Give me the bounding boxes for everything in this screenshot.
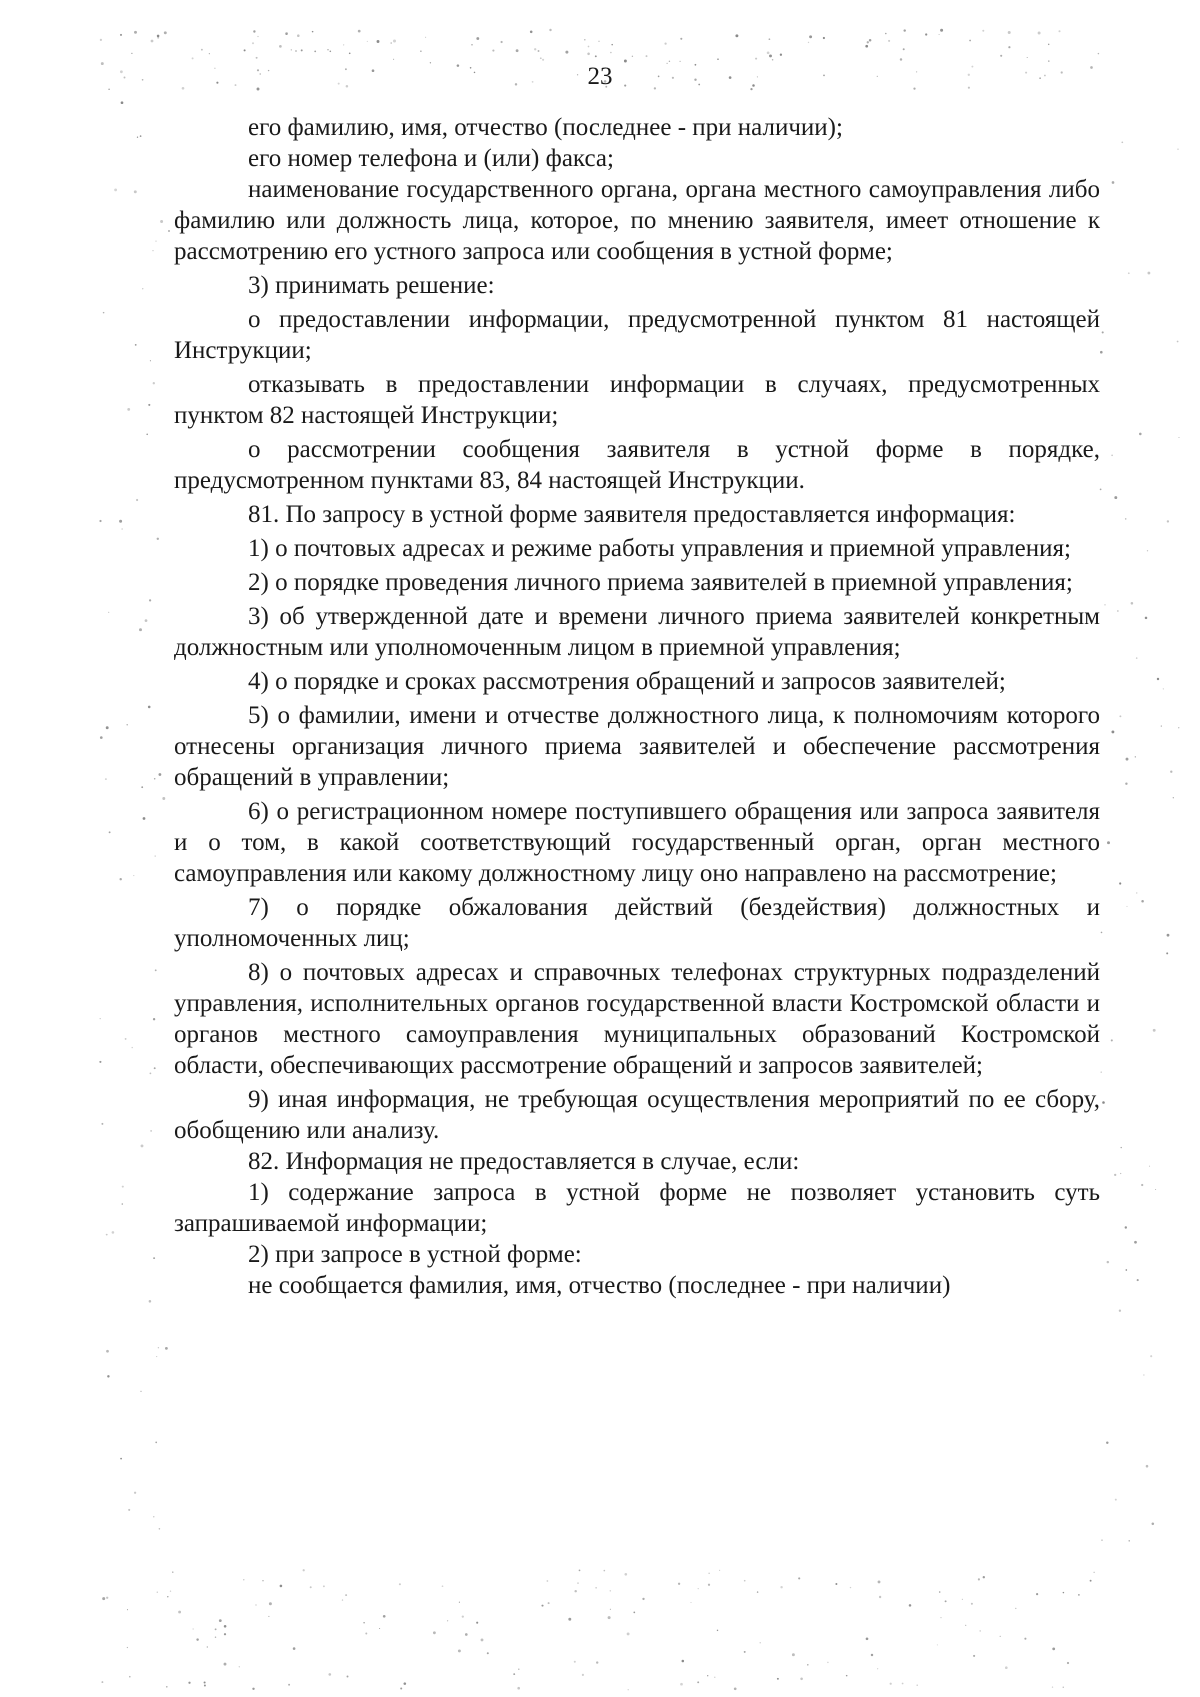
- paragraph-20: 2) при запросе в устной форме:: [248, 1241, 582, 1268]
- paragraph-5: о предоставлении информации, предусмотренной пунктом 81 настоящей Инструкции;: [174, 306, 1100, 364]
- paragraph-14: 6) о регистрационном номере поступившего обращения или запроса заявителя и о том, в какой соответствующий государственный орган, орган местного самоуправления или какому должностному лицу оно направлено на рассмотрение;: [174, 798, 1100, 887]
- paragraph-1: его фамилию, имя, отчество (последнее - при наличии);: [248, 114, 843, 141]
- paragraph-17: 9) иная информация, не требующая осуществления мероприятий по ее сбору, обобщению или анализу.: [174, 1086, 1100, 1144]
- page-number: 23: [587, 63, 613, 90]
- paragraph-12: 4) о порядке и сроках рассмотрения обращений и запросов заявителей;: [248, 668, 1006, 695]
- paragraph-16: 8) о почтовых адресах и справочных телефонах структурных подразделений управления, исполнительных органов государственной власти Костромской области и органов местного самоуправления муниципальных образований Костромской области, обеспечивающих рассмотрение обращений и запросов заявителей;: [174, 959, 1100, 1079]
- paragraph-9: 1) о почтовых адресах и режиме работы управления и приемной управления;: [248, 535, 1071, 562]
- paragraph-7: о рассмотрении сообщения заявителя в устной форме в порядке, предусмотренном пунктами 83, 84 настоящей Инструкции.: [174, 436, 1100, 494]
- paragraph-2: его номер телефона и (или) факса;: [248, 145, 614, 172]
- paragraph-6: отказывать в предоставлении информации в случаях, предусмотренных пунктом 82 настоящей Инструкции;: [174, 371, 1100, 429]
- paragraph-8: 81. По запросу в устной форме заявителя предоставляется информация:: [248, 501, 1016, 528]
- paragraph-4: 3) принимать решение:: [248, 272, 495, 299]
- paragraph-11: 3) об утвержденной дате и времени личного приема заявителей конкретным должностным или уполномоченным лицом в приемной управления;: [174, 603, 1100, 661]
- paragraph-21: не сообщается фамилия, имя, отчество (последнее - при наличии): [248, 1272, 951, 1299]
- paragraph-19: 1) содержание запроса в устной форме не позволяет установить суть запрашиваемой информации;: [174, 1179, 1100, 1237]
- document-body: [174, 112, 1100, 1301]
- paragraph-15: 7) о порядке обжалования действий (бездействия) должностных и уполномоченных лиц;: [174, 894, 1100, 952]
- paragraph-3: наименование государственного органа, органа местного самоуправления либо фамилию или должность лица, которое, по мнению заявителя, имеет отношение к рассмотрению его устного запроса или сообщения в устной форме;: [174, 176, 1100, 265]
- paragraph-10: 2) о порядке проведения личного приема заявителей в приемной управления;: [248, 569, 1073, 596]
- paragraph-13: 5) о фамилии, имени и отчестве должностного лица, к полномочиям которого отнесены организация личного приема заявителей и обеспечение рассмотрения обращений в управлении;: [174, 702, 1100, 791]
- paragraph-18: 82. Информация не предоставляется в случае, если:: [248, 1148, 800, 1175]
